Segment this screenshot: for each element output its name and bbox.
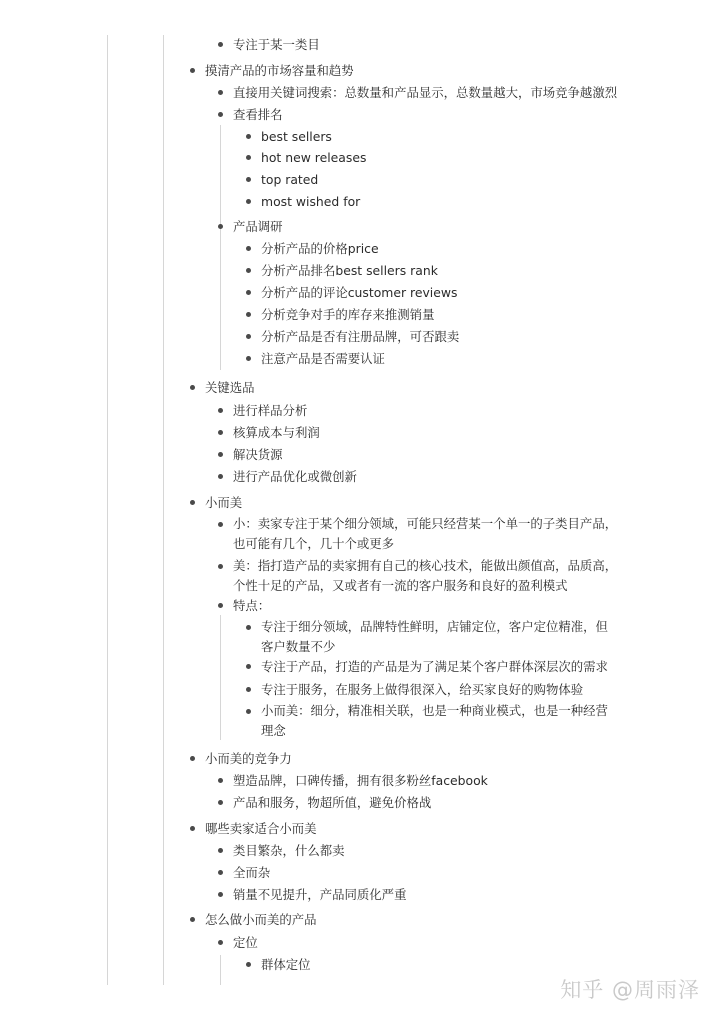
outline-item-level-2: [233, 34, 320, 56]
outline-item-level-3: [261, 617, 608, 657]
bullet-icon: [218, 90, 223, 95]
bullet-icon: [218, 408, 223, 413]
outline-item-text: 分析产品是否有注册品牌，可否跟卖: [261, 329, 460, 344]
outline-item-text: 分析产品的价格price: [261, 241, 379, 256]
indent-guide-line: [220, 125, 221, 370]
outline-item-text: 也可能有几个，几十个或更多: [233, 536, 395, 551]
outline-item-level-3: [261, 169, 318, 191]
outline-item-level-3: [261, 238, 379, 260]
watermark: 知乎 @周雨泽: [560, 978, 700, 1002]
outline-item-level-2: [233, 595, 270, 617]
outline-item-level-3: [261, 954, 311, 976]
bullet-icon: [218, 778, 223, 783]
bullet-icon: [218, 870, 223, 875]
bullet-icon: [190, 826, 195, 831]
outline-item-text: best sellers: [261, 129, 332, 144]
outline-item-level-2: [233, 216, 283, 238]
outline-item-level-2: [233, 466, 357, 488]
outline-item-text: 小而美: [205, 495, 243, 510]
outline-item-level-3: [261, 348, 385, 370]
outline-item-text: 查看排名: [233, 107, 283, 122]
bullet-icon: [190, 500, 195, 505]
bullet-icon: [246, 246, 251, 251]
outline-item-level-2: [233, 104, 283, 126]
bullet-icon: [246, 155, 251, 160]
outline-item-level-3: [261, 701, 608, 741]
bullet-icon: [190, 385, 195, 390]
outline-item-text: 进行产品优化或微创新: [233, 469, 357, 484]
outline-item-text: most wished for: [261, 194, 361, 209]
outline-item-level-2: [233, 792, 431, 814]
outline-item-level-1: [205, 492, 242, 514]
outline-item-level-2: [233, 556, 617, 596]
outline-item-text: 怎么做小而美的产品: [205, 912, 317, 927]
outline-item-level-1: [205, 60, 354, 82]
outline-item-level-2: [233, 422, 320, 444]
bullet-icon: [246, 709, 251, 714]
bullet-icon: [246, 625, 251, 630]
outline-item-text: 哪些卖家适合小而美: [205, 821, 317, 836]
outline-item-text: 产品调研: [233, 219, 283, 234]
outline-item-text: 个性十足的产品，又或者有一流的客户服务和良好的盈利模式: [233, 578, 568, 593]
bullet-icon: [246, 134, 251, 139]
indent-guide-line: [220, 615, 221, 740]
outline-item-level-3: [261, 191, 360, 213]
bullet-icon: [246, 962, 251, 967]
bullet-icon: [218, 474, 223, 479]
outline-item-level-3: [261, 282, 457, 304]
bullet-icon: [246, 199, 251, 204]
outline-item-text: 分析产品排名best sellers rank: [261, 263, 438, 278]
outline-item-text: 专注于服务，在服务上做得很深入，给买家良好的购物体验: [261, 682, 584, 697]
bullet-icon: [246, 312, 251, 317]
outline-item-text: 类目繁杂，什么都卖: [233, 843, 345, 858]
bullet-icon: [218, 42, 223, 47]
outline-item-level-1: [205, 909, 317, 931]
outline-item-text: 小而美：细分，精准相关联，也是一种商业模式，也是一种经营: [261, 703, 608, 718]
outline-item-text: 注意产品是否需要认证: [261, 351, 385, 366]
outline-item-text: 直接用关键词搜索：总数量和产品显示，总数量越大，市场竞争越激烈: [233, 85, 618, 100]
outline-item-text: 分析产品的评论customer reviews: [261, 285, 458, 300]
outline-item-text: 美：指打造产品的卖家拥有自己的核心技术，能做出颜值高，品质高，: [233, 558, 618, 573]
bullet-icon: [190, 756, 195, 761]
outline-item-text: 定位: [233, 935, 258, 950]
outline-item-text: 解决货源: [233, 447, 283, 462]
outline-item-text: 小：卖家专注于某个细分领域，可能只经营某一个单一的子类目产品，: [233, 516, 618, 531]
outline-item-text: 客户数量不少: [261, 639, 336, 654]
bullet-icon: [218, 800, 223, 805]
bullet-icon: [218, 112, 223, 117]
outline-item-level-3: [261, 147, 366, 169]
bullet-icon: [190, 917, 195, 922]
indent-guide-line: [107, 35, 108, 985]
outline-item-text: 群体定位: [261, 957, 311, 972]
bullet-icon: [190, 68, 195, 73]
bullet-icon: [218, 940, 223, 945]
outline-item-level-2: [233, 932, 258, 954]
outline-item-text: 进行样品分析: [233, 403, 308, 418]
outline-item-text: 产品和服务，物超所值，避免价格战: [233, 795, 432, 810]
bullet-icon: [218, 224, 223, 229]
bullet-icon: [246, 177, 251, 182]
bullet-icon: [218, 603, 223, 608]
outline-item-level-3: [261, 326, 459, 348]
outline-item-text: 小而美的竞争力: [205, 751, 292, 766]
outline-item-level-2: [233, 82, 617, 104]
bullet-icon: [218, 430, 223, 435]
outline-item-level-2: [233, 770, 488, 792]
outline-item-text: 特点：: [233, 598, 271, 613]
outline-item-level-2: [233, 884, 406, 906]
outline-item-level-2: [233, 840, 345, 862]
outline-item-text: 摸清产品的市场容量和趋势: [205, 63, 354, 78]
outline-item-level-2: [233, 444, 283, 466]
indent-guide-line: [220, 955, 221, 985]
outline-item-level-3: [261, 679, 583, 701]
outline-item-text: 关键选品: [205, 380, 255, 395]
bullet-icon: [246, 687, 251, 692]
outline-item-level-3: [261, 260, 438, 282]
outline-item-text: 专注于产品，打造的产品是为了满足某个客户群体深层次的需求: [261, 659, 608, 674]
outline-item-level-1: [205, 748, 292, 770]
outline-item-text: hot new releases: [261, 150, 367, 165]
bullet-icon: [246, 664, 251, 669]
outline-item-level-1: [205, 377, 255, 399]
outline-item-level-3: [261, 126, 332, 148]
outline-item-text: 核算成本与利润: [233, 425, 320, 440]
bullet-icon: [218, 452, 223, 457]
bullet-icon: [246, 268, 251, 273]
outline-item-text: 分析竞争对手的库存来推测销量: [261, 307, 435, 322]
outline-item-level-2: [233, 514, 617, 554]
outline-item-text: 塑造品牌，口碑传播，拥有很多粉丝facebook: [233, 773, 488, 788]
outline-item-level-1: [205, 818, 317, 840]
outline-item-text: 专注于某一类目: [233, 37, 320, 52]
bullet-icon: [246, 356, 251, 361]
bullet-icon: [218, 848, 223, 853]
outline-item-text: 专注于细分领域，品牌特性鲜明，店铺定位，客户定位精准，但: [261, 619, 608, 634]
bullet-icon: [218, 892, 223, 897]
outline-item-text: 销量不见提升，产品同质化严重: [233, 887, 407, 902]
outline-item-level-3: [261, 656, 608, 678]
indent-guide-line: [163, 35, 164, 985]
bullet-icon: [246, 334, 251, 339]
bullet-icon: [246, 290, 251, 295]
outline-item-text: top rated: [261, 172, 319, 187]
outline-item-level-3: [261, 304, 434, 326]
outline-item-level-2: [233, 400, 307, 422]
outline-item-text: 全而杂: [233, 865, 271, 880]
bullet-icon: [218, 564, 223, 569]
bullet-icon: [218, 522, 223, 527]
outline-item-level-2: [233, 862, 270, 884]
outline-item-text: 理念: [261, 723, 286, 738]
